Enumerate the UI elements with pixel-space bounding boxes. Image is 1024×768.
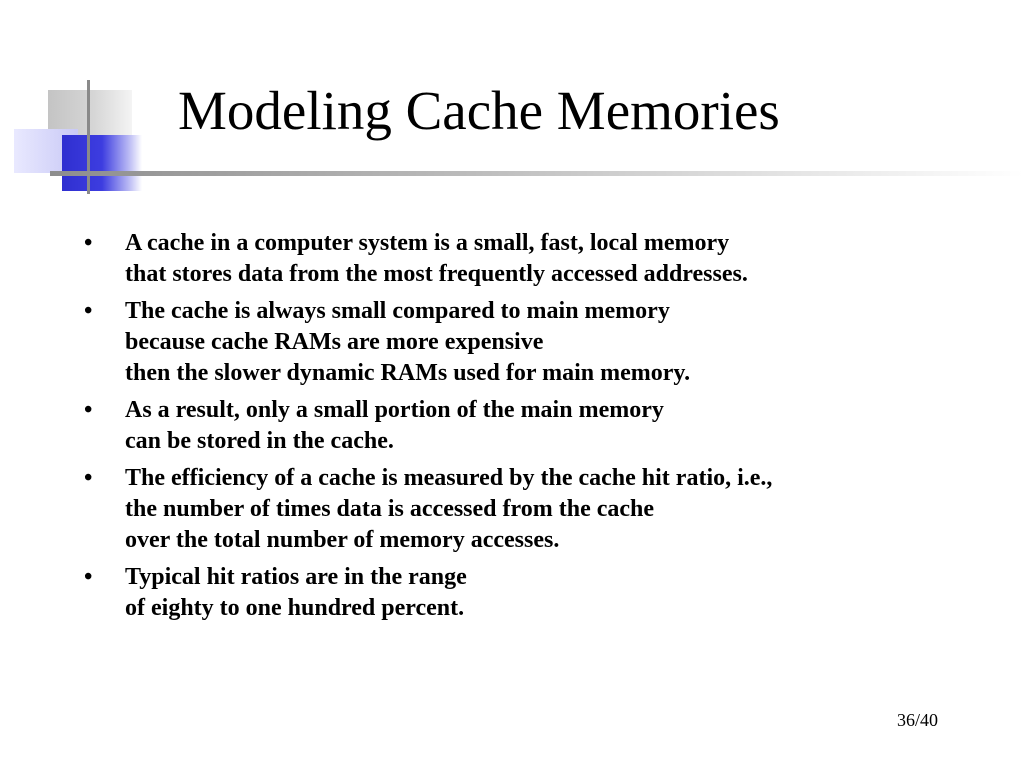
bullet-dot: • — [84, 564, 93, 590]
bullet-item — [84, 296, 964, 389]
bullet-line: can be stored in the cache. — [125, 428, 394, 454]
title-underline — [50, 171, 1024, 176]
bullet-line: that stores data from the most frequently accessed addresses. — [125, 261, 748, 287]
bullet-line: the number of times data is accessed from the cache — [125, 496, 655, 522]
bullet-item — [84, 562, 964, 624]
page-number: 36/40 — [896, 710, 938, 730]
bullet-line: because cache RAMs are more expensive — [125, 329, 544, 355]
bullet-line: As a result, only a small portion of the main memory — [125, 397, 664, 423]
slide-title: Modeling Cache Memories — [178, 80, 780, 141]
bullet-item — [84, 228, 964, 290]
bullet-dot: • — [84, 230, 93, 256]
bullet-item — [84, 463, 964, 556]
bullet-line: Typical hit ratios are in the range — [125, 564, 467, 590]
bullet-line: of eighty to one hundred percent. — [125, 595, 465, 621]
bullet-line: A cache in a computer system is a small, fast, local memory — [125, 230, 730, 256]
bullet-line: over the total number of memory accesses. — [125, 527, 560, 553]
bullet-list — [84, 228, 964, 630]
decorative-vertical-line — [87, 80, 90, 194]
decorative-blue-block — [62, 135, 142, 191]
bullet-dot: • — [84, 397, 93, 423]
bullet-line: The cache is always small compared to main memory — [125, 298, 670, 324]
bullet-line: then the slower dynamic RAMs used for main memory. — [125, 360, 691, 386]
bullet-dot: • — [84, 465, 93, 491]
bullet-line: The efficiency of a cache is measured by the cache hit ratio, i.e., — [125, 465, 773, 491]
bullet-item — [84, 395, 964, 457]
bullet-dot: • — [84, 298, 93, 324]
